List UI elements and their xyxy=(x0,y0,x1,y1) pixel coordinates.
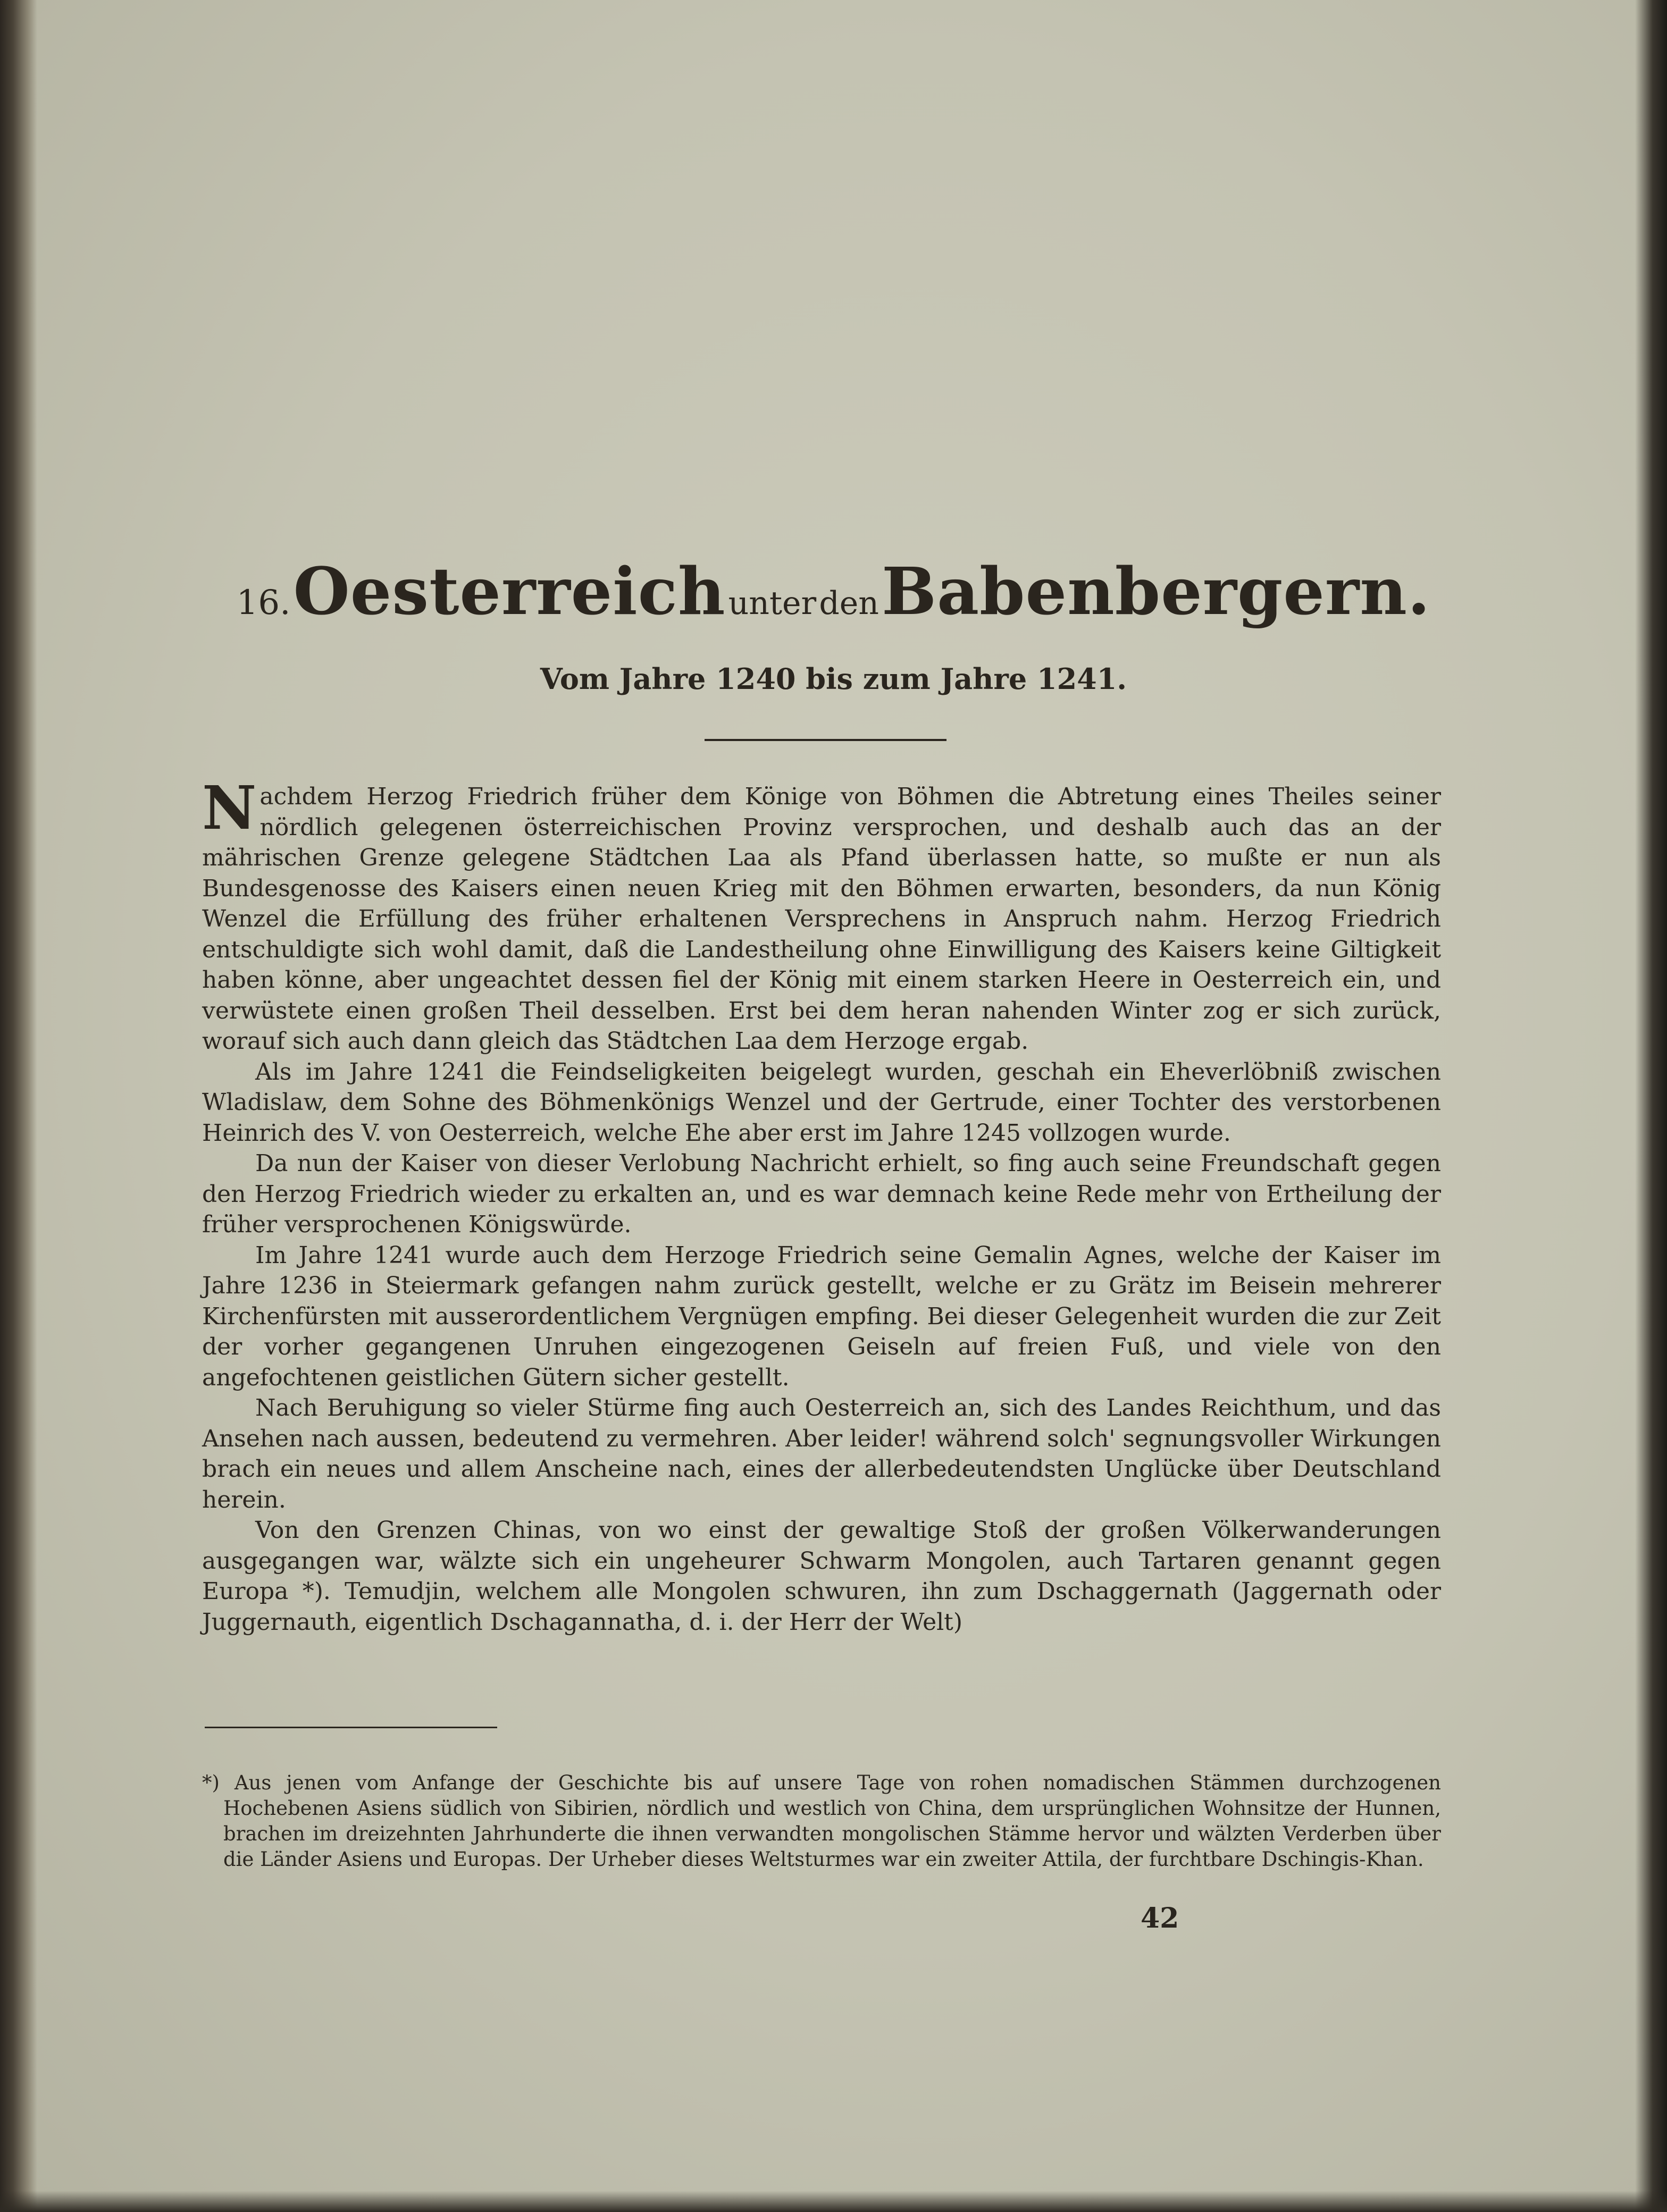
paragraph-1-text: achdem Herzog Friedrich früher dem Könige von Böhmen die Abtretung eines Theiles seiner nördlich gelegenen österreichischen Provinz versprochen, und deshalb auch das an der mährischen Grenze gelegene Städtchen Laa als Pfand überlassen hatte, so mußte er nun als Bundesgenosse des Kaisers einen neuen Krieg mit den Böhmen erwarten, besonders, da nun König Wenzel die Erfüllung des früher erhaltenen Versprechens in Anspruch nahm. Herzog Friedrich entschuldigte sich wohl damit, daß die Landestheilung ohne Einwilligung des Kaisers keine Giltigkeit haben könne, aber ungeachtet dessen fiel der König mit einem starken Heere in Oesterreich ein, und verwüstete einen großen Theil desselben. Erst bei dem heran nahenden Winter zog er sich zurück, worauf sich auch dann gleich das Städtchen Laa dem Herzoge ergab. xyxy=(202,783,1441,1055)
heading-word-oesterreich: Oesterreich xyxy=(293,553,726,629)
paragraph-3: Da nun der Kaiser von dieser Verlobung Nachricht erhielt, so fing auch seine Freundschaft gegen den Herzog Friedrich wieder zu erkalten an, und es war demnach keine Rede mehr von Ertheilung der früher versprochenen Königswürde. xyxy=(202,1150,1441,1238)
chapter-subtitle: Vom Jahre 1240 bis zum Jahre 1241. xyxy=(540,662,1127,696)
paragraph-6: Von den Grenzen Chinas, von wo einst der gewaltige Stoß der großen Völkerwanderungen ausgegangen war, wälzte sich ein ungeheurer Schwarm Mongolen, auch Tartaren genannt gegen Europa *). Temudjin, welchem alle Mongolen schwuren, ihn zum Dschaggernath (Jaggernath oder Juggernauth, eigentlich Dschagannatha, d. i. der Herr der Welt) xyxy=(202,1517,1441,1636)
chapter-heading xyxy=(0,553,1667,629)
footnote-text: Aus jenen vom Anfange der Geschichte bis auf unsere Tage von rohen nomadischen Stämmen durchzogenen Hochebenen Asiens südlich von Sibirien, nördlich und westlich von China, dem ursprünglichen Wohnsitze der Hunnen, brachen im dreizehnten Jahrhunderte die ihnen verwandten mongolischen Stämme hervor und wälzten Verderben über die Länder Asiens und Europas. Der Urheber dieses Weltsturmes war ein zweiter Attila, der furchtbare Dschingis-Khan. xyxy=(223,1771,1441,1871)
body-text xyxy=(202,773,1441,1637)
paragraph-5: Nach Beruhigung so vieler Stürme fing auch Oesterreich an, sich des Landes Reichthum, und das Ansehen nach aussen, bedeutend zu vermehren. Aber leider! während solch' segnungsvoller Wirkungen brach ein neues und allem Anscheine nach, eines der allerbedeutendsten Unglücke über Deutschland herein. xyxy=(202,1394,1441,1513)
paragraph-4: Im Jahre 1241 wurde auch dem Herzoge Friedrich seine Gemalin Agnes, welche der Kaiser im Jahre 1236 in Steiermark gefangen nahm zurück gestellt, welche er zu Grätz im Beisein mehrerer Kirchenfürsten mit ausserordentlichem Vergnügen empfing. Bei dieser Gelegenheit wurden die zur Zeit der vorher gegangenen Unruhen eingezogenen Geiseln auf freien Fuß, und viele von den angefochtenen geistlichen Gütern sicher gestellt. xyxy=(202,1241,1441,1391)
footnote-mark: *) xyxy=(202,1771,220,1794)
heading-word-unter: unter xyxy=(728,585,817,622)
page-number: 42 xyxy=(1141,1902,1179,1935)
page-right-edge xyxy=(1635,0,1667,2212)
heading-word-den: den xyxy=(819,585,879,622)
paragraph-2: Als im Jahre 1241 die Feindseligkeiten beigelegt wurden, geschah ein Eheverlöbniß zwischen Wladislaw, dem Sohne des Böhmenkönigs Wenzel und der Gertrude, einer Tochter des verstorbenen Heinrich des V. von Oesterreich, welche Ehe aber erst im Jahre 1245 vollzogen wurde. xyxy=(202,1058,1441,1147)
paragraph-1 xyxy=(202,773,1441,1057)
drop-cap: N xyxy=(202,773,257,843)
page-bottom-edge xyxy=(0,2191,1667,2212)
title-divider xyxy=(705,739,946,741)
footnote-divider xyxy=(205,1727,497,1728)
binding-edge xyxy=(0,0,37,2212)
heading-word-babenbergern: Babenbergern. xyxy=(882,553,1431,629)
footnote xyxy=(202,1770,1441,1872)
chapter-number: 16. xyxy=(236,583,291,623)
